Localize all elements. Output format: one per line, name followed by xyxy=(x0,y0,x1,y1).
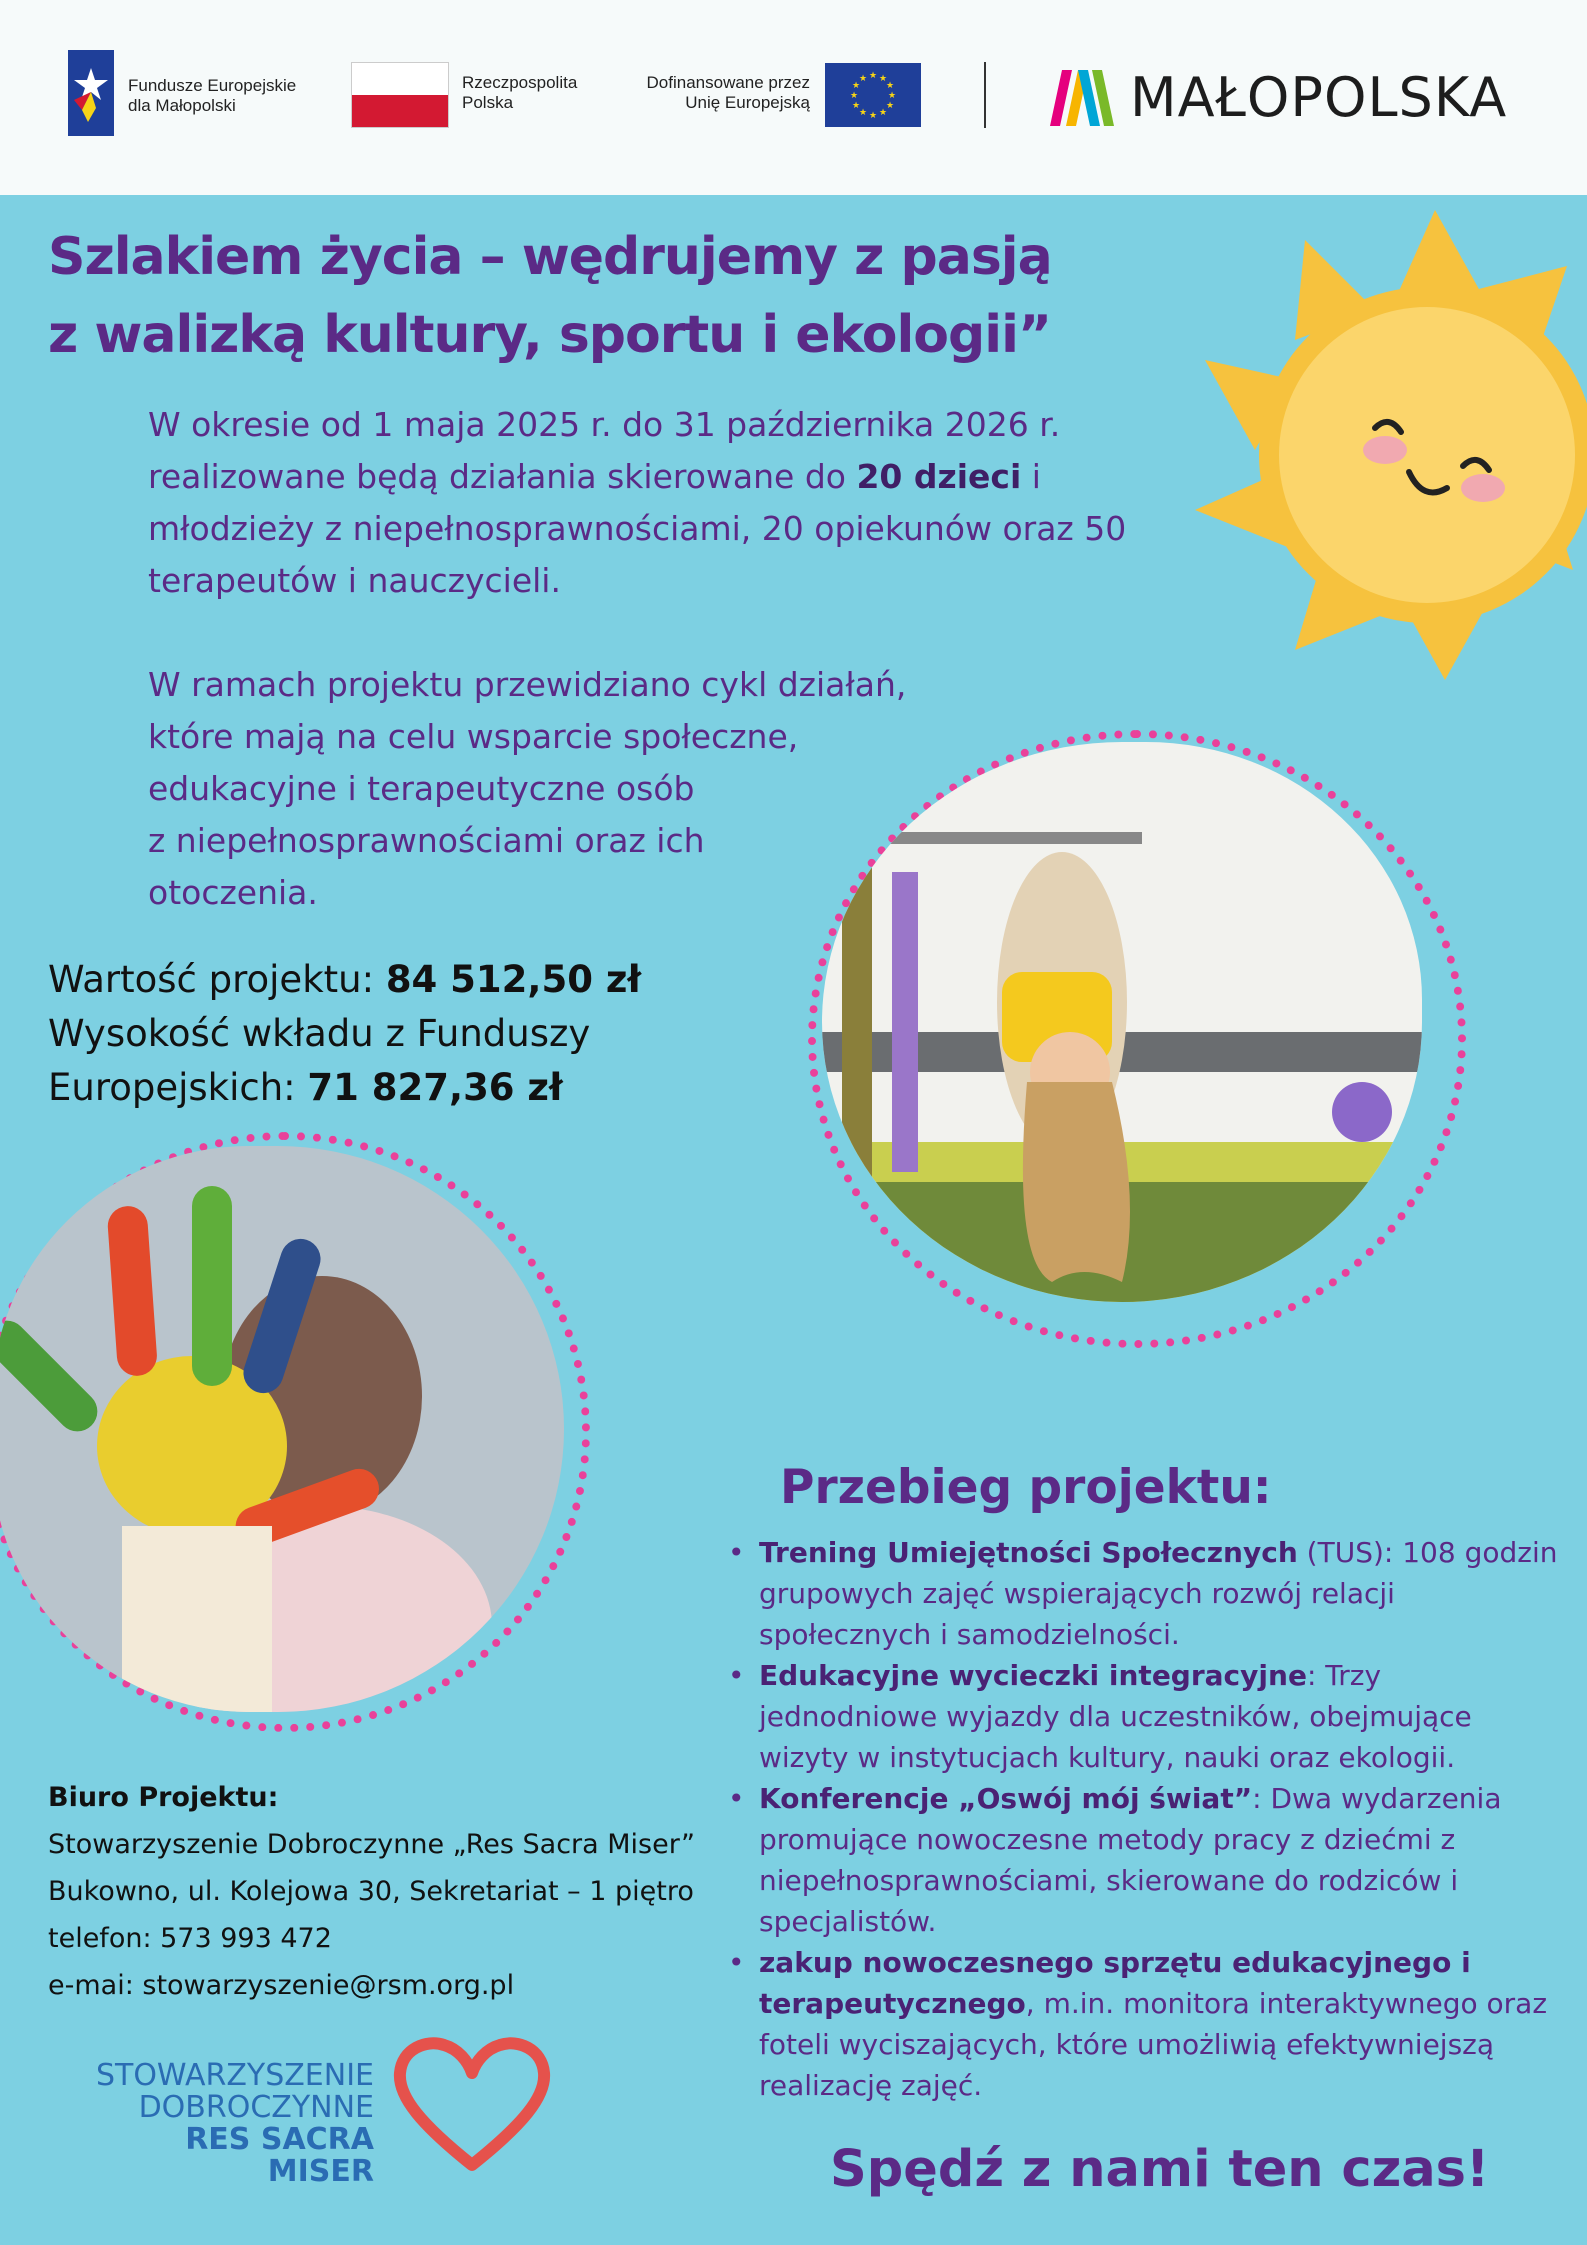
intro-text: realizowane będą działania skierowane do xyxy=(148,457,857,496)
svg-text:★: ★ xyxy=(878,108,888,118)
painted-hand-photo xyxy=(0,1146,564,1712)
svg-text:★: ★ xyxy=(878,74,888,84)
office-email[interactable]: e-mai: stowarzyszenie@rsm.org.pl xyxy=(48,1970,515,2001)
pl-logo-line1: Rzeczpospolita xyxy=(462,73,578,92)
intro-line: młodzieży z niepełnosprawnościami, 20 opiekunów oraz 50 xyxy=(148,509,1127,548)
smiling-sun-icon xyxy=(1195,210,1587,684)
step-title: Edukacyjne wycieczki integracyjne xyxy=(759,1659,1307,1692)
svg-text:★: ★ xyxy=(885,81,895,91)
steps-title: Przebieg projektu: xyxy=(780,1460,1272,1515)
list-item xyxy=(726,1778,1564,1942)
eu-contribution-label-2: Europejskich: xyxy=(48,1066,308,1109)
svg-text:★: ★ xyxy=(885,101,895,111)
intro-line: W ramach projektu przewidziano cykl działań, xyxy=(148,665,907,704)
heart-icon xyxy=(392,2035,552,2179)
list-item xyxy=(726,1655,1564,1778)
malopolska-logo-text: MAŁOPOLSKA xyxy=(1130,66,1508,129)
eu-logo-line2: Unię Europejską xyxy=(685,93,810,112)
step-text: (TUS): 108 godzin grupowych zajęć wspierających rozwój relacji społecznych i samodzielności. xyxy=(759,1536,1558,1651)
office-phone[interactable]: telefon: 573 993 472 xyxy=(48,1923,332,1954)
title-line-1: Szlakiem życia – wędrujemy z pasją xyxy=(48,227,1052,287)
header-divider xyxy=(984,62,986,128)
org-logo-line2: DOBROCZYNNE xyxy=(138,2090,374,2125)
step-title: Trening Umiejętności Społecznych xyxy=(759,1536,1298,1569)
eu-flag-icon xyxy=(825,63,921,127)
list-item xyxy=(726,1532,1564,1655)
intro-line: edukacyjne i terapeutyczne osób xyxy=(148,769,695,808)
step-title: zakup nowoczesnego sprzętu edukacyjnego i terapeutycznego xyxy=(759,1946,1471,2020)
svg-text:★: ★ xyxy=(868,71,878,81)
svg-text:★: ★ xyxy=(868,111,878,121)
project-value-amount: 84 512,50 zł xyxy=(385,958,642,1001)
org-logo-line1: STOWARZYSZENIE xyxy=(95,2058,374,2093)
step-text: : Dwa wydarzenia promujące nowoczesne metody pracy z dziećmi z niepełnosprawnościami, skierowane do rodziców i specjalistów. xyxy=(759,1782,1502,1938)
list-item xyxy=(726,1942,1564,2106)
malopolska-logo-icon xyxy=(1048,62,1116,132)
intro-line: W okresie od 1 maja 2025 r. do 31 października 2026 r. xyxy=(148,405,1061,444)
fe-logo-text xyxy=(128,76,296,116)
eu-contribution xyxy=(48,1061,641,1115)
intro-paragraph-2 xyxy=(148,659,948,919)
project-funding xyxy=(48,953,641,1115)
office-org: Stowarzyszenie Dobroczynne „Res Sacra Miser” xyxy=(48,1829,695,1860)
project-value-label: Wartość projektu: xyxy=(48,958,386,1001)
logo-bar xyxy=(0,0,1587,195)
intro-line: otoczenia. xyxy=(148,873,318,912)
fe-logo-line1: Fundusze Europejskie xyxy=(128,76,297,95)
svg-text:★: ★ xyxy=(887,91,897,101)
pl-logo-text xyxy=(462,73,577,113)
svg-text:★: ★ xyxy=(849,91,859,101)
svg-text:★: ★ xyxy=(858,108,868,118)
project-office xyxy=(48,1774,728,2009)
step-text: : Trzy jednodniowe wyjazdy dla uczestników, obejmujące wizyty w instytucjach kultury, nauki oraz ekologii. xyxy=(759,1659,1472,1774)
office-heading: Biuro Projektu: xyxy=(48,1782,279,1813)
intro-line: które mają na celu wsparcie społeczne, xyxy=(148,717,799,756)
eu-logo-line1: Dofinansowane przez xyxy=(646,73,810,92)
svg-text:★: ★ xyxy=(858,74,868,84)
office-address: Bukowno, ul. Kolejowa 30, Sekretariat – 1 piętro xyxy=(48,1876,694,1907)
eu-contribution-amount: 71 827,36 zł xyxy=(307,1066,563,1109)
org-logo-text xyxy=(70,2060,374,2188)
fe-logo-line2: dla Małopolski xyxy=(128,96,236,115)
intro-text: i xyxy=(1021,457,1041,496)
fe-star-icon xyxy=(68,50,114,136)
intro-line: terapeutów i nauczycieli. xyxy=(148,561,561,600)
step-text: , m.in. monitora interaktywnego oraz foteli wyciszających, które umożliwią efektywniejszą realizację zajęć. xyxy=(759,1987,1548,2102)
intro-line: z niepełnosprawnościami oraz ich xyxy=(148,821,705,860)
eu-logo-text xyxy=(620,73,810,113)
title-line-2: z walizką kultury, sportu i ekologii” xyxy=(48,305,1052,365)
project-value xyxy=(48,953,641,1007)
org-logo-line3: RES SACRA MISER xyxy=(185,2122,374,2189)
polish-flag-icon xyxy=(352,63,448,127)
pl-logo-line2: Polska xyxy=(462,93,514,112)
svg-text:★: ★ xyxy=(851,81,861,91)
svg-text:★: ★ xyxy=(851,101,861,111)
intro-paragraph-1 xyxy=(148,399,1208,607)
closing-slogan: Spędź z nami ten czas! xyxy=(830,2140,1490,2199)
step-title: Konferencje „Oswój mój świat” xyxy=(759,1782,1253,1815)
steps-list xyxy=(726,1532,1564,2106)
girl-playground-photo xyxy=(822,742,1422,1302)
fe-logo xyxy=(68,50,114,140)
intro-highlight: 20 dzieci xyxy=(856,457,1022,496)
intro-line xyxy=(148,451,1208,503)
eu-contribution-label: Wysokość wkładu z Funduszy xyxy=(48,1012,591,1055)
page-title xyxy=(48,218,1052,374)
